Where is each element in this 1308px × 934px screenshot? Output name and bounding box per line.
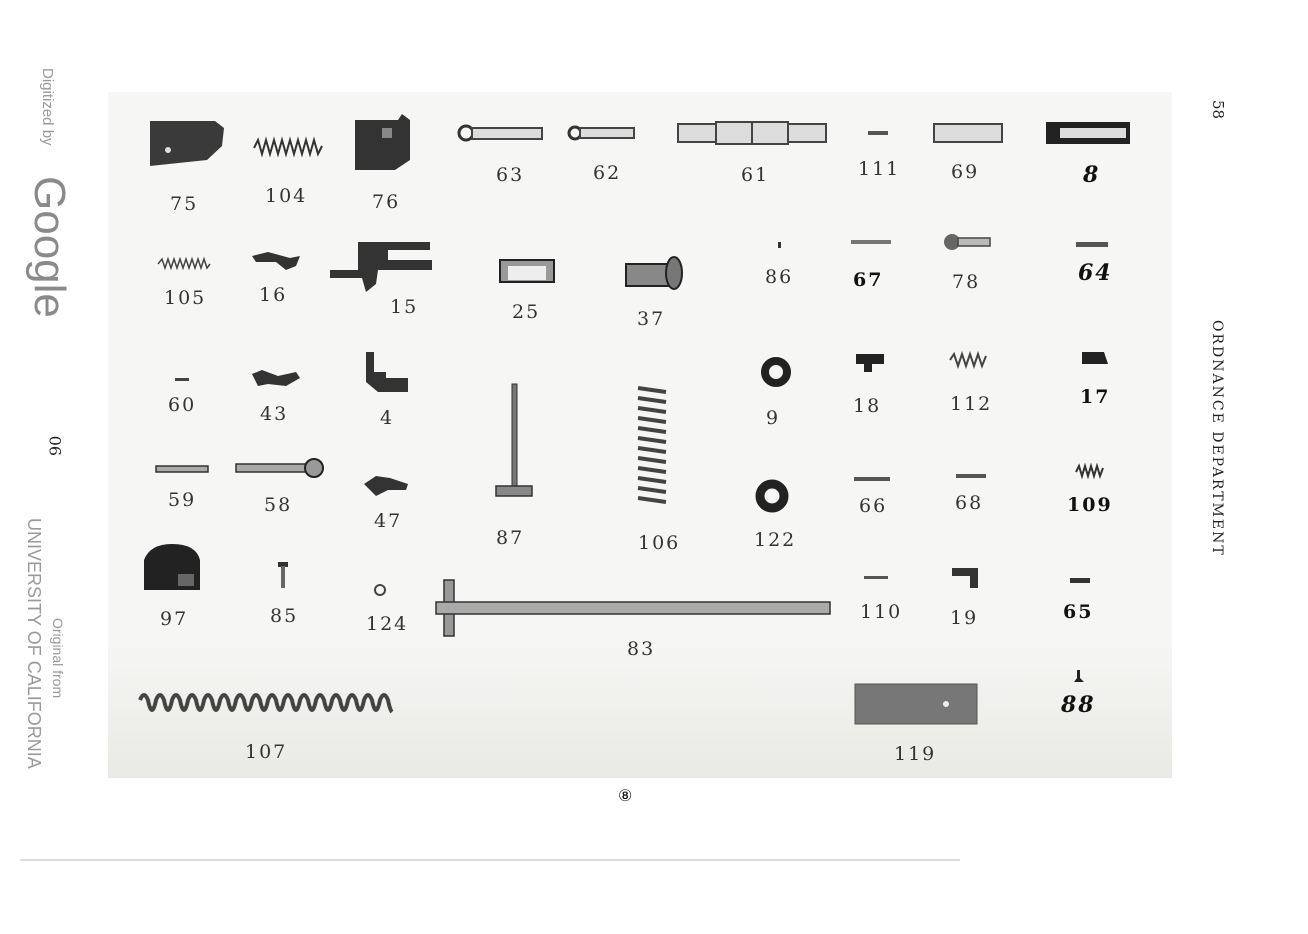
part-107-drawing [140,695,392,712]
part-105-drawing [158,259,210,268]
watermark-digitized-by: Digitized by [39,68,56,146]
part-63-drawing [459,126,542,140]
part-78-drawing [944,234,990,250]
plate-number: 90 [46,435,65,456]
running-head: ORDNANCE DEPARTMENT [1209,320,1225,557]
part-label-86: 86 [765,266,794,288]
plate-mark: ⑧ [618,786,633,805]
part-15-drawing [330,242,432,292]
part-104-drawing [254,140,322,154]
part-47-drawing [364,476,408,496]
part-85-drawing [278,562,288,588]
part-label-59: 59 [168,489,197,511]
watermark-institution: UNIVERSITY OF CALIFORNIA [24,518,44,769]
part-16-drawing [252,252,300,270]
part-label-17: 17 [1080,386,1111,408]
part-label-119: 119 [894,743,937,765]
part-label-111: 111 [858,158,901,180]
page-number: 58 [1209,100,1227,120]
part-label-25: 25 [512,301,541,323]
part-67-drawing [851,240,891,244]
part-label-87: 87 [496,527,525,549]
part-label-75: 75 [170,193,199,215]
part-87-drawing [496,384,532,496]
part-label-122: 122 [754,529,797,551]
part-label-110: 110 [860,601,903,623]
part-label-18: 18 [853,395,882,417]
part-label-69: 69 [951,161,980,183]
part-label-124: 124 [366,613,409,635]
part-75-drawing [150,121,224,166]
part-label-85: 85 [270,605,299,627]
part-18-drawing [856,354,884,372]
part-label-78: 78 [952,271,981,293]
part-label-68: 68 [955,492,984,514]
part-label-66: 66 [859,495,888,517]
watermark-original-from: Original from [50,618,66,699]
part-label-47: 47 [374,510,403,532]
part-label-112: 112 [950,393,993,415]
part-83-drawing [436,580,830,636]
part-label-19: 19 [950,607,979,629]
part-label-83: 83 [627,638,656,660]
part-label-105: 105 [164,287,207,309]
part-112-drawing [950,354,986,366]
part-59-drawing [156,466,208,472]
part-label-9: 9 [766,407,781,429]
part-label-109: 109 [1067,494,1113,516]
part-65-drawing [1070,578,1090,583]
part-119-drawing [855,684,977,724]
part-17-drawing [1082,352,1108,364]
part-label-107: 107 [245,741,288,763]
part-76-drawing [355,114,410,170]
part-label-88: 88 [1061,692,1096,718]
part-9-drawing [765,361,787,383]
part-66-drawing [854,477,890,481]
part-68-drawing [956,474,986,478]
part-106-drawing [638,388,666,502]
part-37-drawing [626,257,682,289]
part-label-63: 63 [496,164,525,186]
part-label-61: 61 [741,164,770,186]
part-label-37: 37 [637,308,666,330]
part-58-drawing [236,459,323,477]
part-43-drawing [252,370,300,386]
part-label-4: 4 [380,407,395,429]
part-label-104: 104 [265,185,308,207]
part-label-67: 67 [853,269,884,291]
part-124-drawing [375,585,385,595]
part-label-8: 8 [1083,162,1101,188]
part-69-drawing [934,124,1002,142]
part-61-drawing [678,122,826,144]
part-25-drawing [500,260,554,282]
part-label-16: 16 [259,284,288,306]
part-label-15: 15 [390,296,419,318]
part-label-76: 76 [372,191,401,213]
part-110-drawing [864,576,888,579]
watermark-google-logo: Google [25,176,74,318]
part-64-drawing [1076,242,1108,247]
part-122-drawing [760,484,784,508]
part-label-97: 97 [160,608,189,630]
part-label-58: 58 [264,494,293,516]
part-88-drawing [1074,670,1084,682]
part-19-drawing [952,568,978,588]
part-109-drawing [1076,466,1103,476]
part-60-drawing [175,378,189,381]
part-label-106: 106 [638,532,681,554]
part-label-65: 65 [1063,601,1094,623]
part-4-drawing [366,352,408,392]
part-62-drawing [569,127,634,139]
part-label-64: 64 [1078,260,1113,286]
part-111-drawing [868,131,888,135]
part-label-60: 60 [168,394,197,416]
part-label-62: 62 [593,162,622,184]
part-8-drawing [1046,122,1130,144]
part-label-43: 43 [260,403,289,425]
part-86-drawing [778,242,781,248]
